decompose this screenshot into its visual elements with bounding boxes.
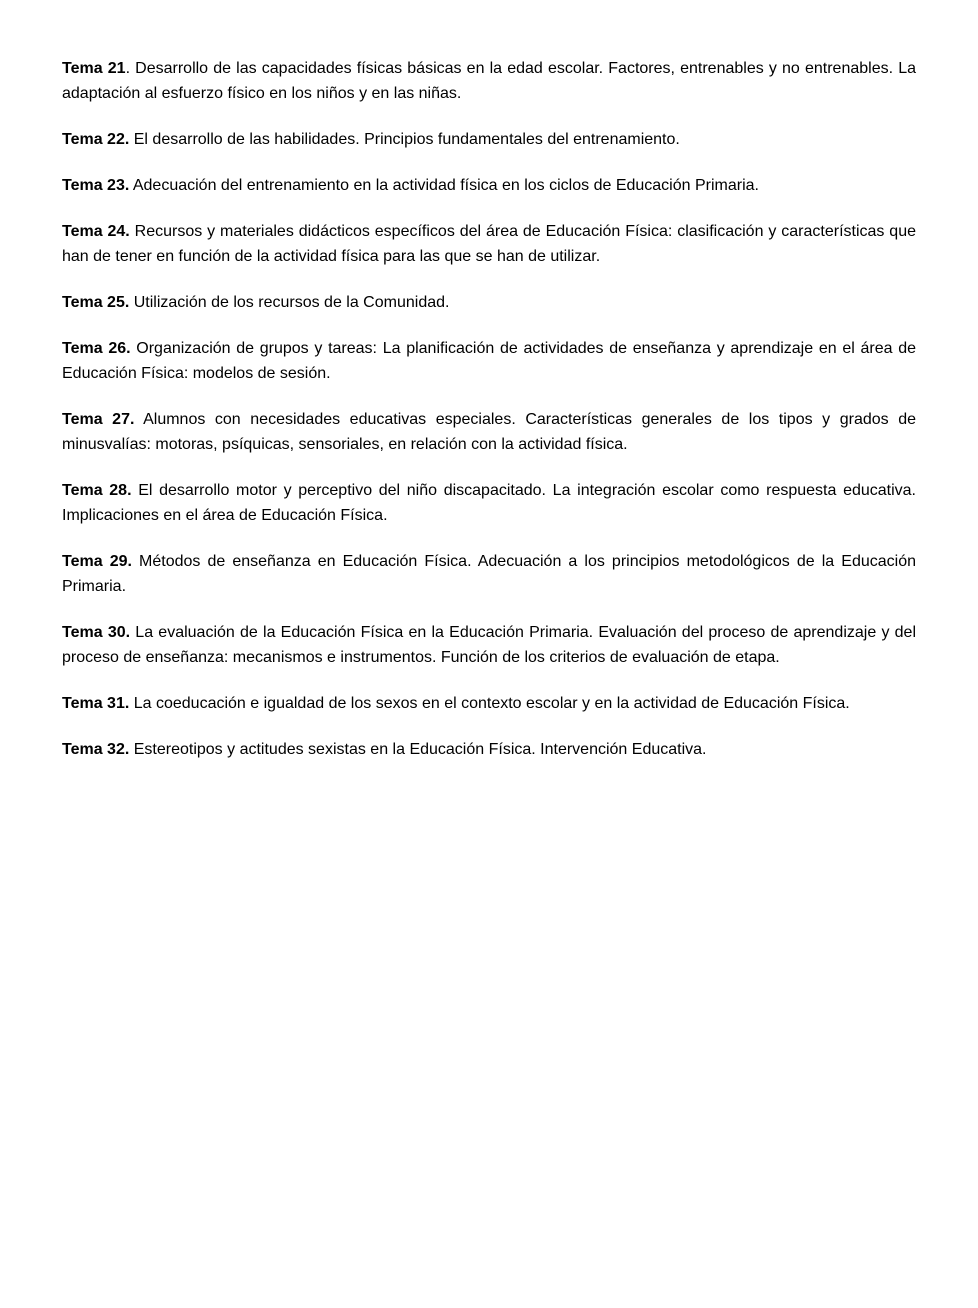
topic-paragraph-tema-32 <box>62 737 916 762</box>
topic-text: . Desarrollo de las capacidades físicas básicas en la edad escolar. Factores, entrenables y no entrenables. La adaptación al esfuerzo físico en los niños y en las niñas. <box>62 60 916 102</box>
topic-text: La coeducación e igualdad de los sexos en el contexto escolar y en la actividad de Educación Física. <box>129 695 850 712</box>
topic-text: El desarrollo de las habilidades. Principios fundamentales del entrenamiento. <box>129 131 680 148</box>
topic-number-label: Tema 31. <box>62 695 130 712</box>
topic-text: Adecuación del entrenamiento en la actividad física en los ciclos de Educación Primaria. <box>129 177 759 194</box>
topic-paragraph-tema-21 <box>62 56 916 106</box>
topic-paragraph-tema-26 <box>62 336 916 386</box>
topic-number-label: Tema 30. <box>62 624 131 641</box>
topic-paragraph-tema-22 <box>62 127 916 152</box>
topic-number-label: Tema 26. <box>62 340 131 357</box>
topic-paragraph-tema-29 <box>62 549 916 599</box>
topic-number-label: Tema 32. <box>62 741 130 758</box>
topic-number-label: Tema 22. <box>62 131 130 148</box>
topic-number-label: Tema 25. <box>62 294 130 311</box>
topic-paragraph-tema-30 <box>62 620 916 670</box>
topic-text: Métodos de enseñanza en Educación Física. Adecuación a los principios metodológicos de la Educación Primaria. <box>62 553 916 595</box>
topic-text: La evaluación de la Educación Física en la Educación Primaria. Evaluación del proceso de aprendizaje y del proceso de enseñanza: mecanismos e instrumentos. Función de los criterios de evaluación de etapa. <box>62 624 917 666</box>
topic-number-label: Tema 27. <box>62 411 135 428</box>
topic-paragraph-tema-23 <box>62 173 916 198</box>
topic-text: Alumnos con necesidades educativas especiales. Características generales de los tipos y grados de minusvalías: motoras, psíquicas, sensoriales, en relación con la actividad física. <box>62 411 917 453</box>
topic-paragraph-tema-25 <box>62 290 916 315</box>
topic-number-label: Tema 28. <box>62 482 132 499</box>
topic-number-label: Tema 29. <box>62 553 132 570</box>
topic-number-label: Tema 23. <box>62 177 130 194</box>
topic-paragraph-tema-24 <box>62 219 916 269</box>
topic-paragraph-tema-31 <box>62 691 916 716</box>
topic-text: Organización de grupos y tareas: La planificación de actividades de enseñanza y aprendizaje en el área de Educación Física: modelos de sesión. <box>62 340 916 382</box>
topic-paragraph-tema-27 <box>62 407 916 457</box>
topic-paragraph-tema-28 <box>62 478 916 528</box>
topic-text: El desarrollo motor y perceptivo del niño discapacitado. La integración escolar como respuesta educativa. Implicaciones en el área de Educación Física. <box>62 482 917 524</box>
topic-number-label: Tema 21 <box>62 60 126 77</box>
topic-text: Utilización de los recursos de la Comunidad. <box>129 294 450 311</box>
topic-number-label: Tema 24. <box>62 223 130 240</box>
topic-text: Estereotipos y actitudes sexistas en la Educación Física. Intervención Educativa. <box>129 741 707 758</box>
topic-text: Recursos y materiales didácticos específicos del área de Educación Física: clasificación y características que han de tener en función de la actividad física para las que se han de utilizar. <box>62 223 916 265</box>
